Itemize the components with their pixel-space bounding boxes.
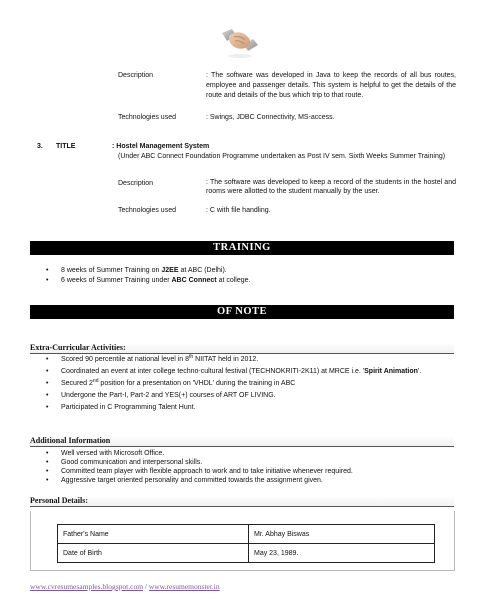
additional-item-text: Committed team player with flexible approach to work and to take initiative whenever required. (61, 468, 353, 475)
of-note-heading-bar: OF NOTE (30, 305, 454, 319)
bullet-icon: • (46, 404, 49, 411)
list-item (44, 449, 454, 458)
training-list (44, 266, 444, 285)
table-cell-label: Date of Birth (58, 544, 249, 563)
bullet-icon: • (46, 450, 49, 457)
table-cell-value: Mr. Abhay Biswas (249, 525, 435, 544)
footer-link-cvresumesamples[interactable]: www.cvresumesamples.blogspot.com (30, 582, 144, 591)
bullet-icon: • (46, 477, 49, 484)
list-item (44, 458, 454, 467)
list-item (44, 379, 454, 388)
extra-item-text: Undergone the Part-I, Part-2 and YES( (61, 392, 182, 399)
project3-description-text: : The software was developed to keep a record of the students in the hostel and rooms were allotted to the student manually by the user. (206, 179, 456, 195)
table-cell-label: Father's Name (58, 525, 249, 544)
footer-separator: / (143, 582, 149, 591)
training-item-text: 8 weeks of Summer Training on (61, 267, 162, 274)
list-item (44, 476, 454, 485)
superscript: th (189, 354, 194, 360)
additional-item-text: Good communication and interpersonal skills. (61, 459, 203, 466)
extra-item-text: Participated in C Programming Talent Hunt. (61, 404, 196, 411)
extra-item-italic: + (181, 392, 186, 399)
list-item (44, 355, 454, 364)
extra-item-text: Coordinated an event at inter college techno-cultural festival (TECHNOKRITI-2K11) at MRCE i.e. ' (61, 368, 365, 375)
project2-tech-value: : Swings, JDBC Connectivity, MS-access. (206, 114, 335, 121)
list-item (44, 367, 454, 376)
list-item (44, 391, 454, 400)
training-item-text: at college. (216, 276, 251, 284)
project3-subtitle: (Under ABC Connect Foundation Programme undertaken as Post IV sem. Sixth Weeks Summer Training) (118, 153, 446, 160)
project3-title-label: TITLE (56, 143, 76, 150)
bullet-icon: • (46, 356, 49, 363)
list-item (44, 276, 444, 285)
footer (30, 582, 220, 591)
additional-item-text: Well versed with Microsoft Office. (61, 450, 165, 457)
project3-number: 3. (37, 143, 43, 150)
extra-curricular-list (44, 355, 454, 412)
training-heading-bar: TRAINING (30, 241, 454, 255)
extra-item-text: '. (417, 368, 422, 375)
training-item-bold: ABC Connect (171, 276, 217, 284)
extra-item-text: ) courses of ART OF LIVING. (185, 392, 276, 399)
table-cell-value: May 23, 1989. (249, 544, 435, 563)
bullet-icon: • (46, 392, 49, 399)
bullet-icon: • (46, 267, 49, 274)
additional-item-text: Aggressive target oriented personality and committed towards the assignment given. (61, 477, 323, 484)
project3-title-value: : Hostel Management System (112, 143, 210, 150)
training-item-text: at ABC (Delhi). (178, 267, 227, 274)
project3-tech-label: Technologies used (118, 207, 176, 214)
additional-info-list (44, 449, 454, 485)
table-row (58, 525, 435, 544)
footer-link-resumemonster[interactable]: www.resumemonster.in (148, 582, 220, 591)
project3-tech-value: : C with file handling. (206, 207, 271, 214)
list-item (44, 403, 454, 412)
additional-info-heading: Additional Information (30, 436, 454, 447)
project3-description-label: Description (118, 180, 154, 187)
personal-details-heading: Personal Details: (30, 496, 454, 507)
bullet-icon: • (46, 368, 49, 375)
bullet-icon: • (46, 276, 49, 284)
extra-curricular-heading: Extra-Curricular Activities: (30, 343, 454, 354)
project2-description-label: Description (118, 72, 154, 79)
bullet-icon: • (46, 468, 49, 475)
extra-item-text: Scored 90 percentile at national level in 8 (61, 356, 190, 363)
training-item-bold: J2EE (161, 267, 179, 274)
list-item (44, 266, 444, 275)
bullet-icon: • (46, 459, 49, 466)
extra-item-text: position for a presentation on 'VHDL' during the training in ABC (98, 380, 296, 387)
project2-tech-label: Technologies used (118, 114, 176, 121)
extra-item-text: Secured 2 (61, 380, 93, 387)
personal-details-table (57, 524, 435, 563)
extra-item-bold: Spirit Animation (364, 368, 418, 375)
superscript: nd (92, 378, 99, 384)
extra-item-text: NIITAT held in 2012. (193, 356, 259, 363)
bullet-icon: • (46, 380, 49, 387)
training-item-text: 6 weeks of Summer Training under (61, 276, 172, 284)
list-item (44, 467, 454, 476)
handshake-logo (220, 25, 260, 59)
project2-description-text: : The software was developed in Java to keep the records of all bus routes, employee and passenger details. This system is helpful to get the details of the route and details of the bus which trip to that route. (206, 72, 456, 99)
table-row (58, 544, 435, 563)
